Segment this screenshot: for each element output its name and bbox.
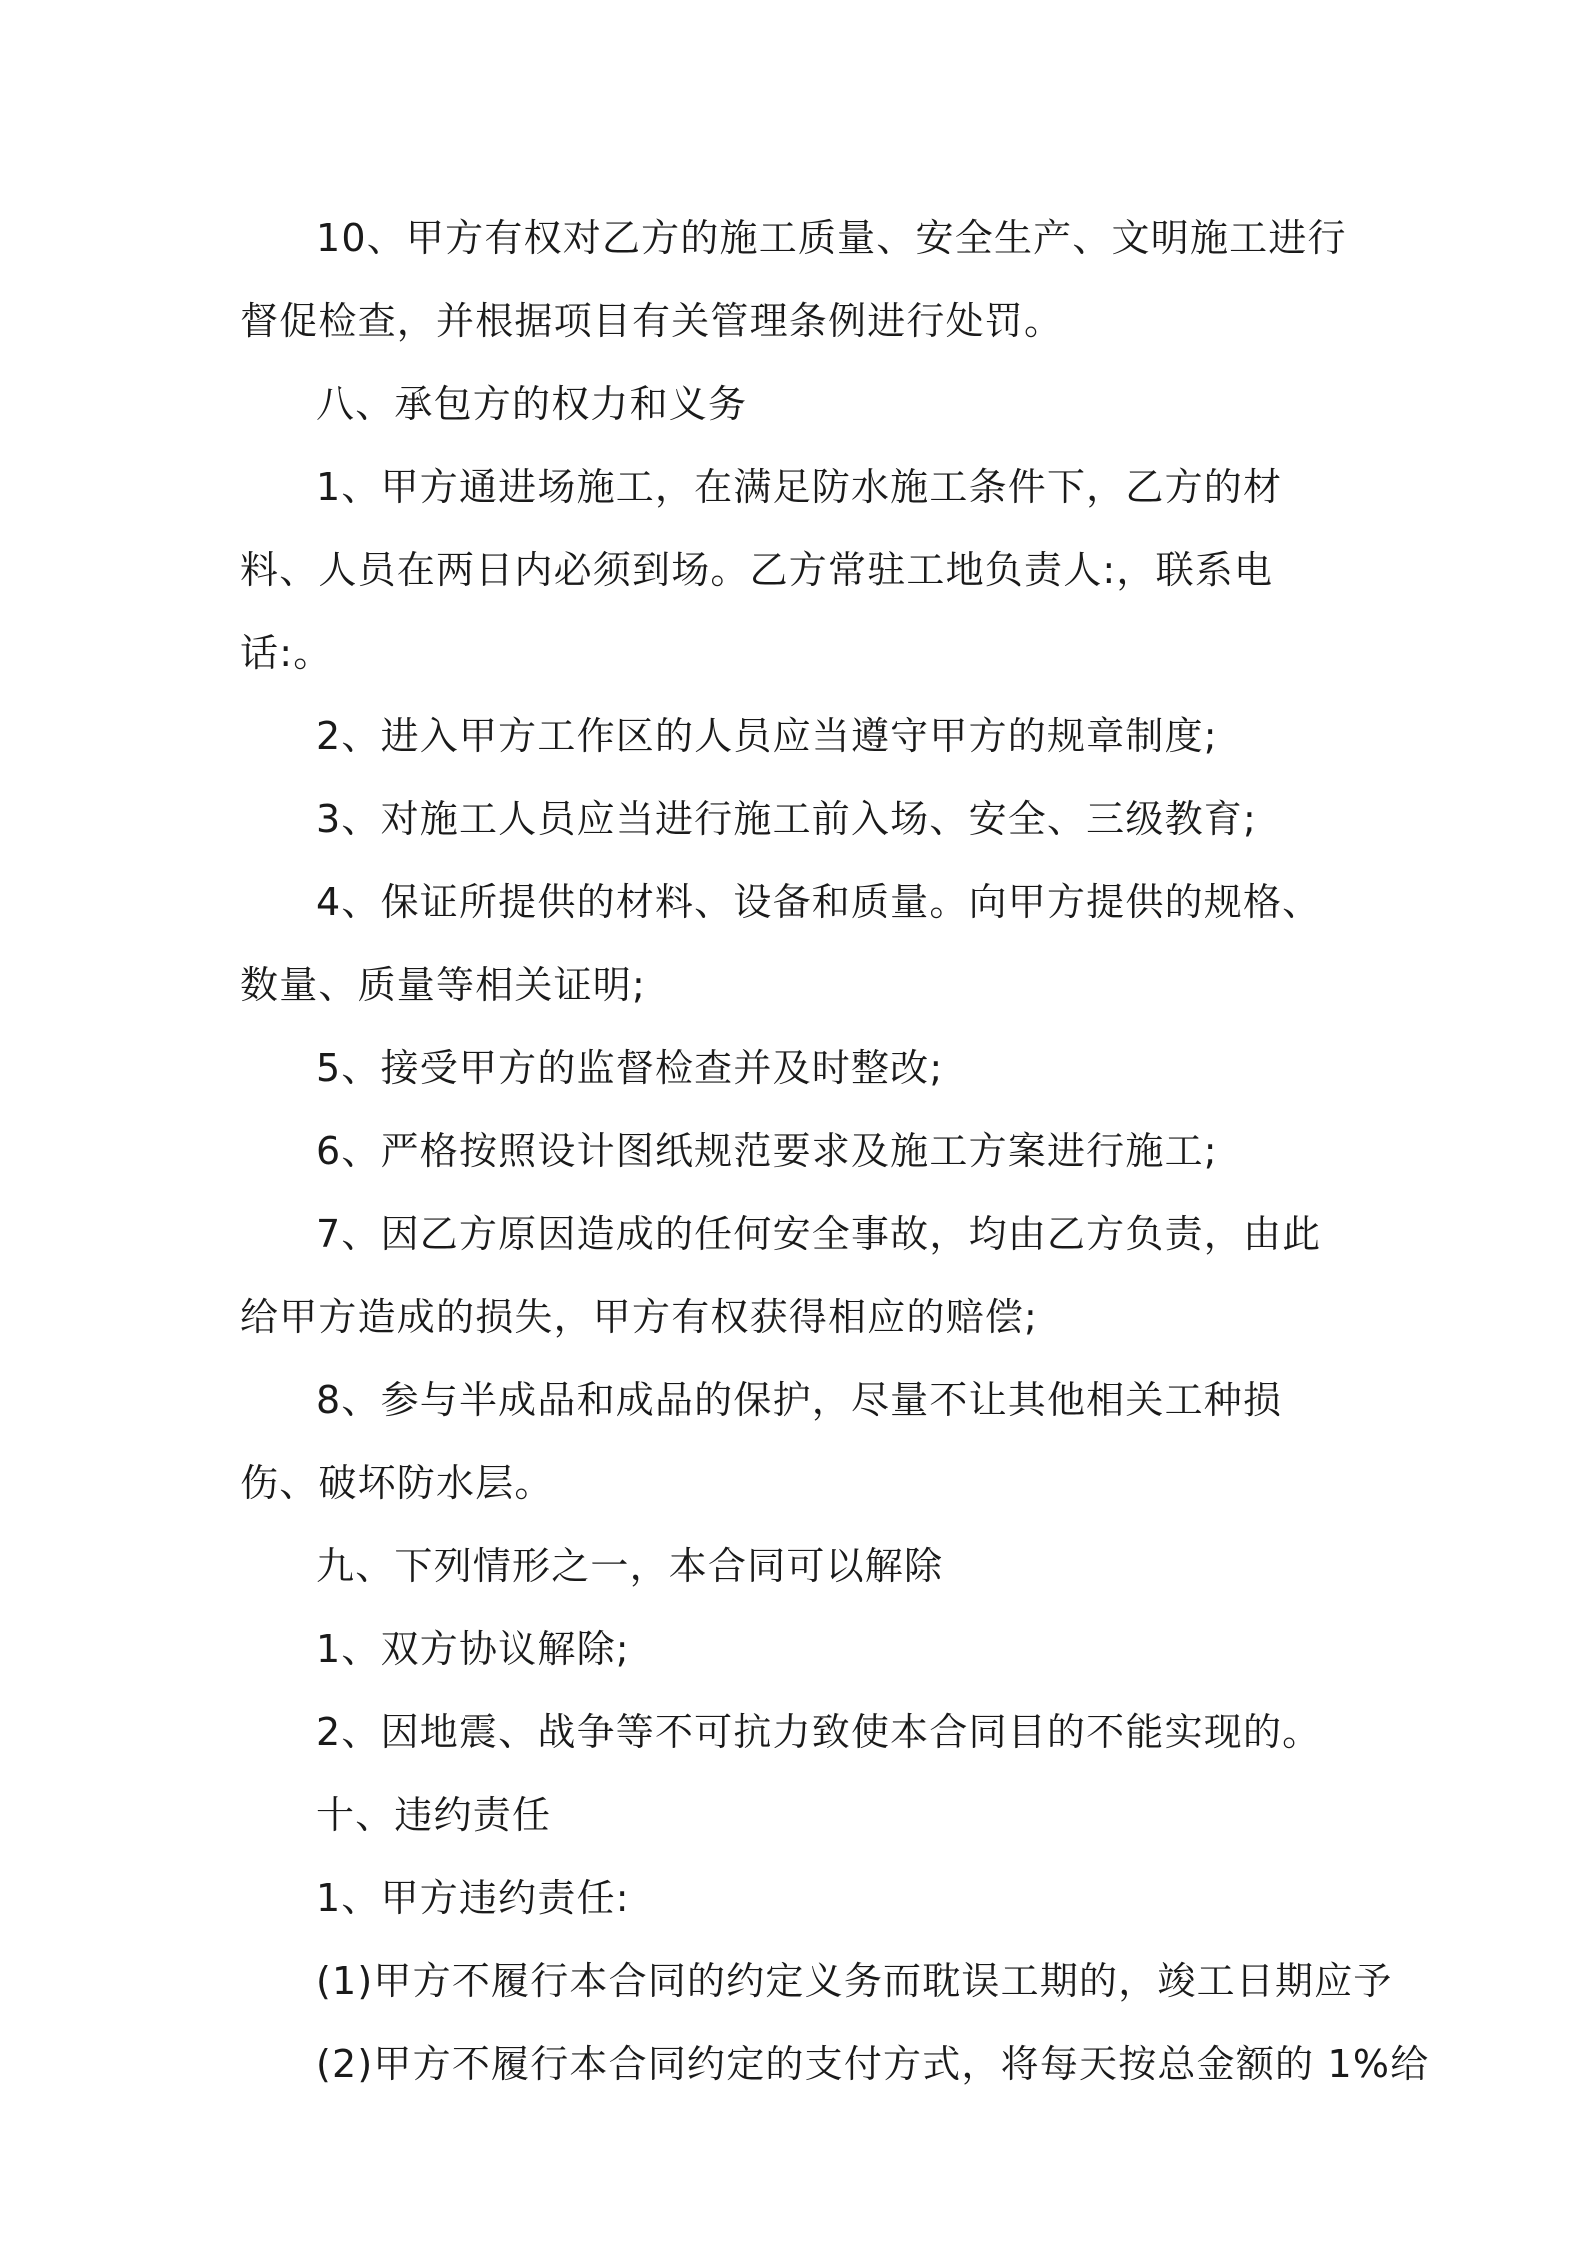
paragraph-force-majeure: 2、因地震、战争等不可抗力致使本合同目的不能实现的。	[316, 1710, 1322, 1754]
paragraph-staff-arrival: 1、甲方通进场施工，在满足防水施工条件下，乙方的材料、人员在两日内必须到场。乙方常驻工地负责人:，联系电话:。	[240, 465, 1283, 675]
paragraph-breach-item-2: (2)甲方不履行本合同约定的支付方式，将每天按总金额的 1%给	[316, 2042, 1430, 2086]
paragraph-safety-liability: 7、因乙方原因造成的任何安全事故，均由乙方负责，由此给甲方造成的损失，甲方有权获得相应的赔偿;	[240, 1212, 1322, 1339]
document-body	[240, 197, 1430, 2106]
section-heading-breach: 十、违约责任	[316, 1793, 552, 1837]
paragraph-construction-standard: 6、严格按照设计图纸规范要求及施工方案进行施工;	[316, 1129, 1218, 1173]
paragraph-rules-compliance: 2、进入甲方工作区的人员应当遵守甲方的规章制度;	[316, 714, 1218, 758]
paragraph-protection: 8、参与半成品和成品的保护，尽量不让其他相关工种损伤、破坏防水层。	[240, 1378, 1283, 1505]
paragraph-mutual-termination: 1、双方协议解除;	[316, 1627, 630, 1671]
paragraph-inspection: 5、接受甲方的监督检查并及时整改;	[316, 1046, 944, 1090]
paragraph-party-a-breach: 1、甲方违约责任:	[316, 1876, 630, 1920]
paragraph-supervision-right: 10、甲方有权对乙方的施工质量、安全生产、文明施工进行督促检查，并根据项目有关管理条例进行处罚。	[240, 216, 1347, 343]
paragraph-safety-education: 3、对施工人员应当进行施工前入场、安全、三级教育;	[316, 797, 1257, 841]
section-heading-contractor-rights: 八、承包方的权力和义务	[316, 382, 748, 426]
section-heading-termination: 九、下列情形之一，本合同可以解除	[316, 1544, 944, 1588]
paragraph-material-quality: 4、保证所提供的材料、设备和质量。向甲方提供的规格、数量、质量等相关证明;	[240, 880, 1322, 1007]
paragraph-breach-item-1: (1)甲方不履行本合同的约定义务而耽误工期的，竣工日期应予	[316, 1959, 1393, 2003]
